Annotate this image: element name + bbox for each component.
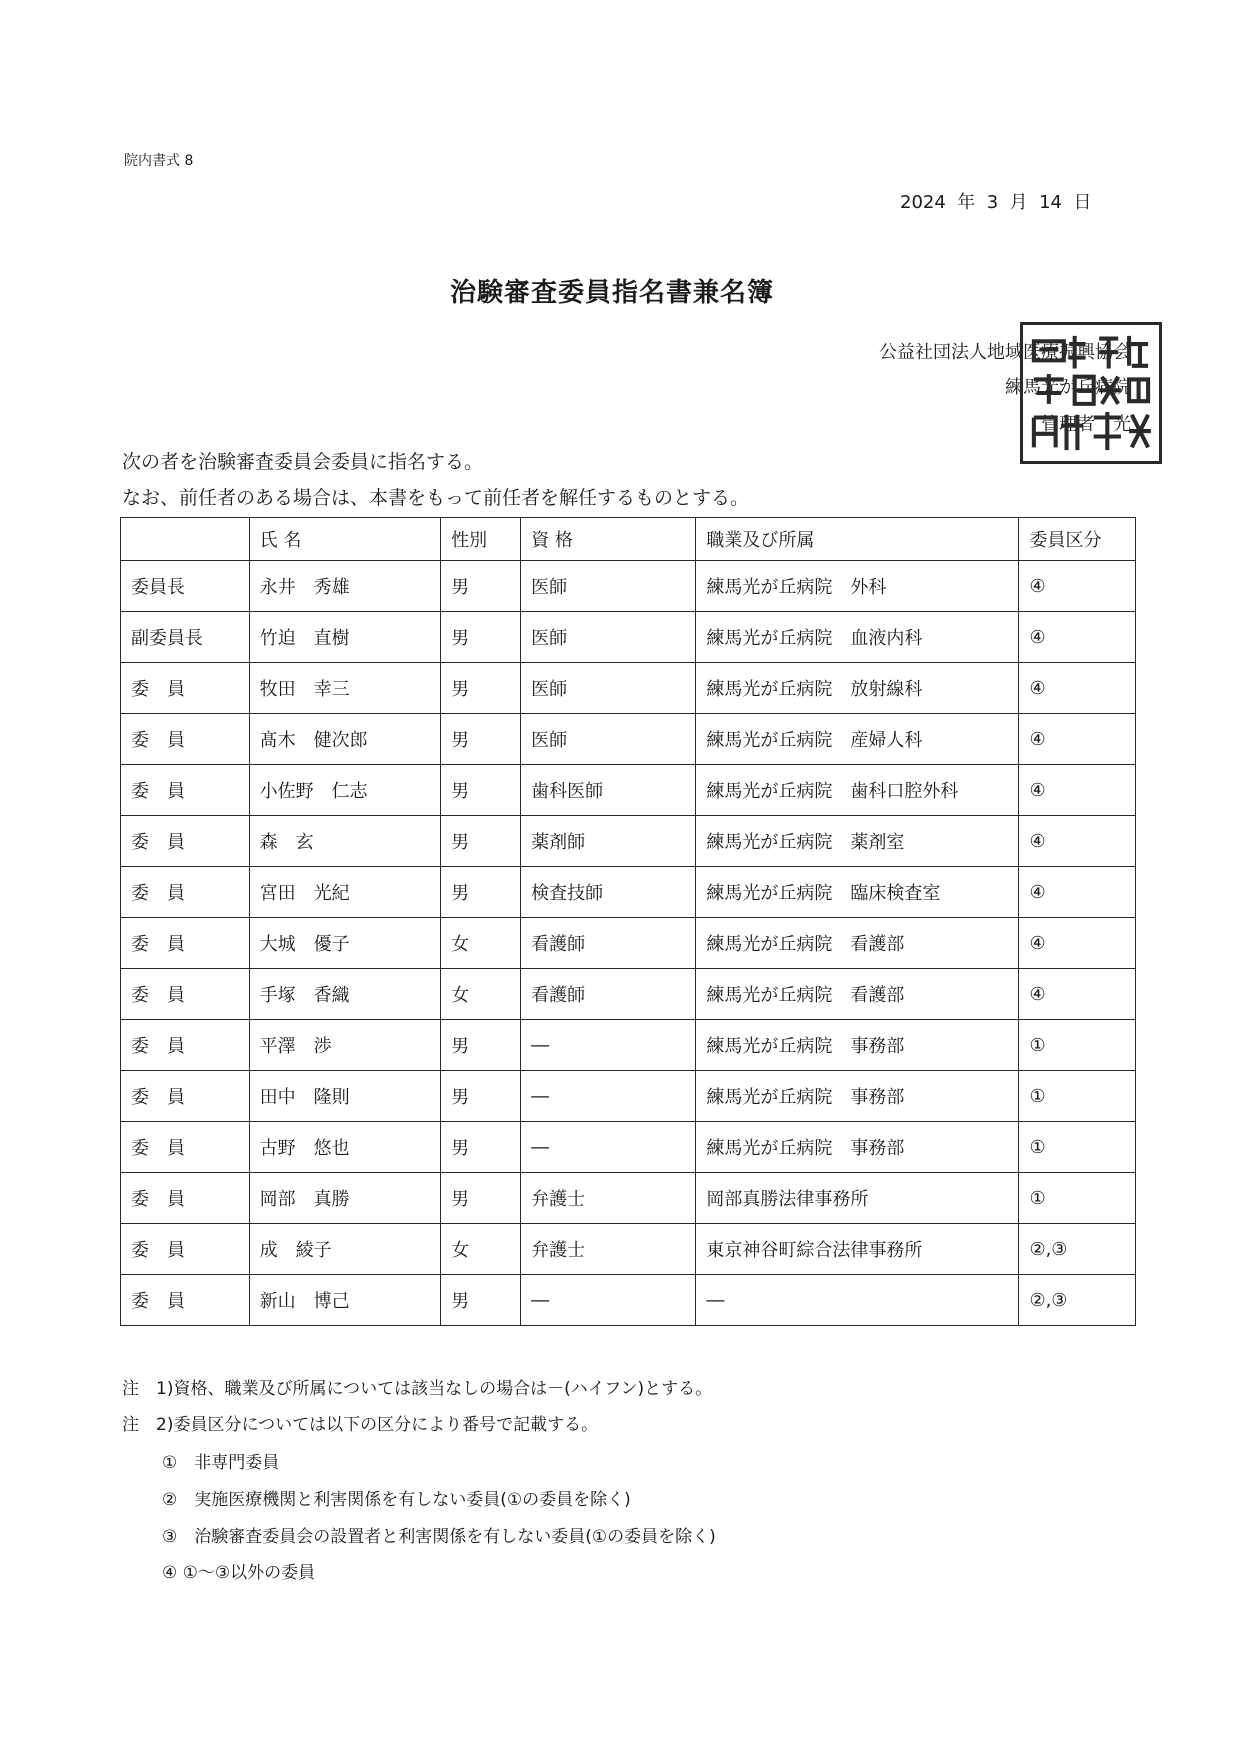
table-row — [121, 612, 1136, 663]
cell-sex: 男 — [441, 561, 521, 612]
cell-name: 宮田 光紀 — [249, 867, 440, 918]
cell-sex: 男 — [441, 1122, 521, 1173]
cell-role: 委 員 — [121, 816, 250, 867]
issuer-manager: 管理者 光 — [1041, 414, 1131, 435]
cell-category: ④ — [1019, 561, 1136, 612]
committee-member-table — [120, 517, 1136, 1326]
cell-name: 小佐野 仁志 — [249, 765, 440, 816]
table-row — [121, 1173, 1136, 1224]
official-seal-stamp — [1020, 322, 1162, 464]
cell-role: 委 員 — [121, 1224, 250, 1275]
table-row — [121, 663, 1136, 714]
intro-line-2: なお、前任者のある場合は、本書をもって前任者を解任するものとする。 — [122, 487, 750, 509]
category-definition-4: ④ ①～③以外の委員 — [162, 1563, 316, 1583]
cell-role: 委 員 — [121, 969, 250, 1020]
cell-sex: 男 — [441, 1020, 521, 1071]
table-header-row — [121, 518, 1136, 561]
cell-role: 委 員 — [121, 765, 250, 816]
cell-role: 委 員 — [121, 714, 250, 765]
cell-qualification: 弁護士 — [521, 1224, 696, 1275]
table-row — [121, 765, 1136, 816]
table-row — [121, 918, 1136, 969]
table-row — [121, 867, 1136, 918]
cell-category: ②,③ — [1019, 1275, 1136, 1326]
cell-affiliation: 練馬光が丘病院 事務部 — [696, 1020, 1019, 1071]
cell-role: 委 員 — [121, 663, 250, 714]
header-qualification: 資 格 — [521, 518, 696, 561]
cell-name: 古野 悠也 — [249, 1122, 440, 1173]
date-month: 3 — [986, 192, 999, 213]
cell-affiliation: ― — [696, 1275, 1019, 1326]
header-affiliation: 職業及び所属 — [696, 518, 1019, 561]
cell-qualification: 看護師 — [521, 969, 696, 1020]
cell-sex: 男 — [441, 714, 521, 765]
cell-affiliation: 練馬光が丘病院 看護部 — [696, 918, 1019, 969]
cell-category: ① — [1019, 1071, 1136, 1122]
cell-name: 成 綾子 — [249, 1224, 440, 1275]
cell-name: 田中 隆則 — [249, 1071, 440, 1122]
cell-role: 副委員長 — [121, 612, 250, 663]
cell-qualification: 弁護士 — [521, 1173, 696, 1224]
cell-sex: 女 — [441, 918, 521, 969]
cell-affiliation: 練馬光が丘病院 薬剤室 — [696, 816, 1019, 867]
date-day: 14 — [1039, 192, 1062, 213]
cell-qualification: 看護師 — [521, 918, 696, 969]
cell-category: ① — [1019, 1020, 1136, 1071]
table-row — [121, 1122, 1136, 1173]
cell-name: 大城 優子 — [249, 918, 440, 969]
date-month-unit: 月 — [1009, 192, 1028, 213]
cell-name: 永井 秀雄 — [249, 561, 440, 612]
table-row — [121, 1224, 1136, 1275]
cell-affiliation: 東京神谷町綜合法律事務所 — [696, 1224, 1019, 1275]
date-year: 2024 — [900, 192, 946, 213]
table-row — [121, 816, 1136, 867]
cell-role: 委 員 — [121, 1020, 250, 1071]
cell-affiliation: 岡部真勝法律事務所 — [696, 1173, 1019, 1224]
cell-qualification: ― — [521, 1020, 696, 1071]
header-role — [121, 518, 250, 561]
cell-affiliation: 練馬光が丘病院 事務部 — [696, 1122, 1019, 1173]
cell-category: ④ — [1019, 714, 1136, 765]
cell-name: 竹迫 直樹 — [249, 612, 440, 663]
cell-qualification: 医師 — [521, 561, 696, 612]
page-title: 治験審査委員指名書兼名簿 — [450, 278, 775, 308]
header-name: 氏 名 — [249, 518, 440, 561]
cell-role: 委 員 — [121, 1071, 250, 1122]
header-category: 委員区分 — [1019, 518, 1136, 561]
cell-affiliation: 練馬光が丘病院 血液内科 — [696, 612, 1019, 663]
cell-role: 委 員 — [121, 867, 250, 918]
cell-sex: 男 — [441, 663, 521, 714]
category-definition-1: ① 非専門委員 — [162, 1453, 280, 1473]
cell-name: 髙木 健次郎 — [249, 714, 440, 765]
table-row — [121, 969, 1136, 1020]
cell-qualification: 医師 — [521, 612, 696, 663]
cell-sex: 男 — [441, 816, 521, 867]
table-row — [121, 714, 1136, 765]
cell-category: ④ — [1019, 816, 1136, 867]
cell-affiliation: 練馬光が丘病院 外科 — [696, 561, 1019, 612]
cell-role: 委 員 — [121, 918, 250, 969]
table-row — [121, 1020, 1136, 1071]
table-row — [121, 1275, 1136, 1326]
cell-sex: 女 — [441, 969, 521, 1020]
cell-qualification: 薬剤師 — [521, 816, 696, 867]
cell-qualification: 医師 — [521, 714, 696, 765]
cell-sex: 男 — [441, 1173, 521, 1224]
issuer-hospital: 練馬光が丘病院 — [1005, 377, 1131, 398]
cell-affiliation: 練馬光が丘病院 産婦人科 — [696, 714, 1019, 765]
table-row — [121, 1071, 1136, 1122]
cell-sex: 男 — [441, 1275, 521, 1326]
cell-sex: 男 — [441, 867, 521, 918]
cell-sex: 女 — [441, 1224, 521, 1275]
cell-category: ④ — [1019, 918, 1136, 969]
note-2: 注 2)委員区分については以下の区分により番号で記載する。 — [122, 1415, 599, 1435]
cell-category: ④ — [1019, 612, 1136, 663]
cell-role: 委 員 — [121, 1122, 250, 1173]
category-definition-3: ③ 治験審査委員会の設置者と利害関係を有しない委員(①の委員を除く) — [162, 1527, 716, 1547]
document-date — [900, 188, 1091, 214]
cell-sex: 男 — [441, 612, 521, 663]
cell-category: ④ — [1019, 765, 1136, 816]
cell-category: ④ — [1019, 969, 1136, 1020]
cell-name: 森 玄 — [249, 816, 440, 867]
cell-category: ① — [1019, 1122, 1136, 1173]
cell-name: 新山 博己 — [249, 1275, 440, 1326]
cell-qualification: ― — [521, 1122, 696, 1173]
seal-icon — [1023, 325, 1159, 461]
header-sex: 性別 — [441, 518, 521, 561]
cell-affiliation: 練馬光が丘病院 看護部 — [696, 969, 1019, 1020]
cell-qualification: ― — [521, 1275, 696, 1326]
cell-role: 委 員 — [121, 1173, 250, 1224]
cell-affiliation: 練馬光が丘病院 放射線科 — [696, 663, 1019, 714]
cell-category: ① — [1019, 1173, 1136, 1224]
cell-qualification: 検査技師 — [521, 867, 696, 918]
cell-role: 委 員 — [121, 1275, 250, 1326]
form-id: 院内書式 8 — [124, 153, 194, 169]
category-definition-2: ② 実施医療機関と利害関係を有しない委員(①の委員を除く) — [162, 1490, 631, 1510]
cell-name: 牧田 幸三 — [249, 663, 440, 714]
cell-qualification: 医師 — [521, 663, 696, 714]
table-row — [121, 561, 1136, 612]
cell-qualification: ― — [521, 1071, 696, 1122]
cell-role: 委員長 — [121, 561, 250, 612]
cell-sex: 男 — [441, 1071, 521, 1122]
date-day-unit: 日 — [1073, 192, 1092, 213]
cell-name: 平澤 渉 — [249, 1020, 440, 1071]
cell-name: 手塚 香織 — [249, 969, 440, 1020]
cell-affiliation: 練馬光が丘病院 事務部 — [696, 1071, 1019, 1122]
cell-qualification: 歯科医師 — [521, 765, 696, 816]
cell-name: 岡部 真勝 — [249, 1173, 440, 1224]
cell-affiliation: 練馬光が丘病院 臨床検査室 — [696, 867, 1019, 918]
date-year-unit: 年 — [957, 192, 976, 213]
cell-category: ②,③ — [1019, 1224, 1136, 1275]
cell-affiliation: 練馬光が丘病院 歯科口腔外科 — [696, 765, 1019, 816]
cell-sex: 男 — [441, 765, 521, 816]
issuer-organization: 公益社団法人地域医療振興協会 — [879, 342, 1131, 363]
note-1: 注 1)資格、職業及び所属については該当なしの場合は－(ハイフン)とする。 — [122, 1379, 713, 1399]
cell-category: ④ — [1019, 663, 1136, 714]
intro-line-1: 次の者を治験審査委員会委員に指名する。 — [122, 451, 484, 473]
cell-category: ④ — [1019, 867, 1136, 918]
